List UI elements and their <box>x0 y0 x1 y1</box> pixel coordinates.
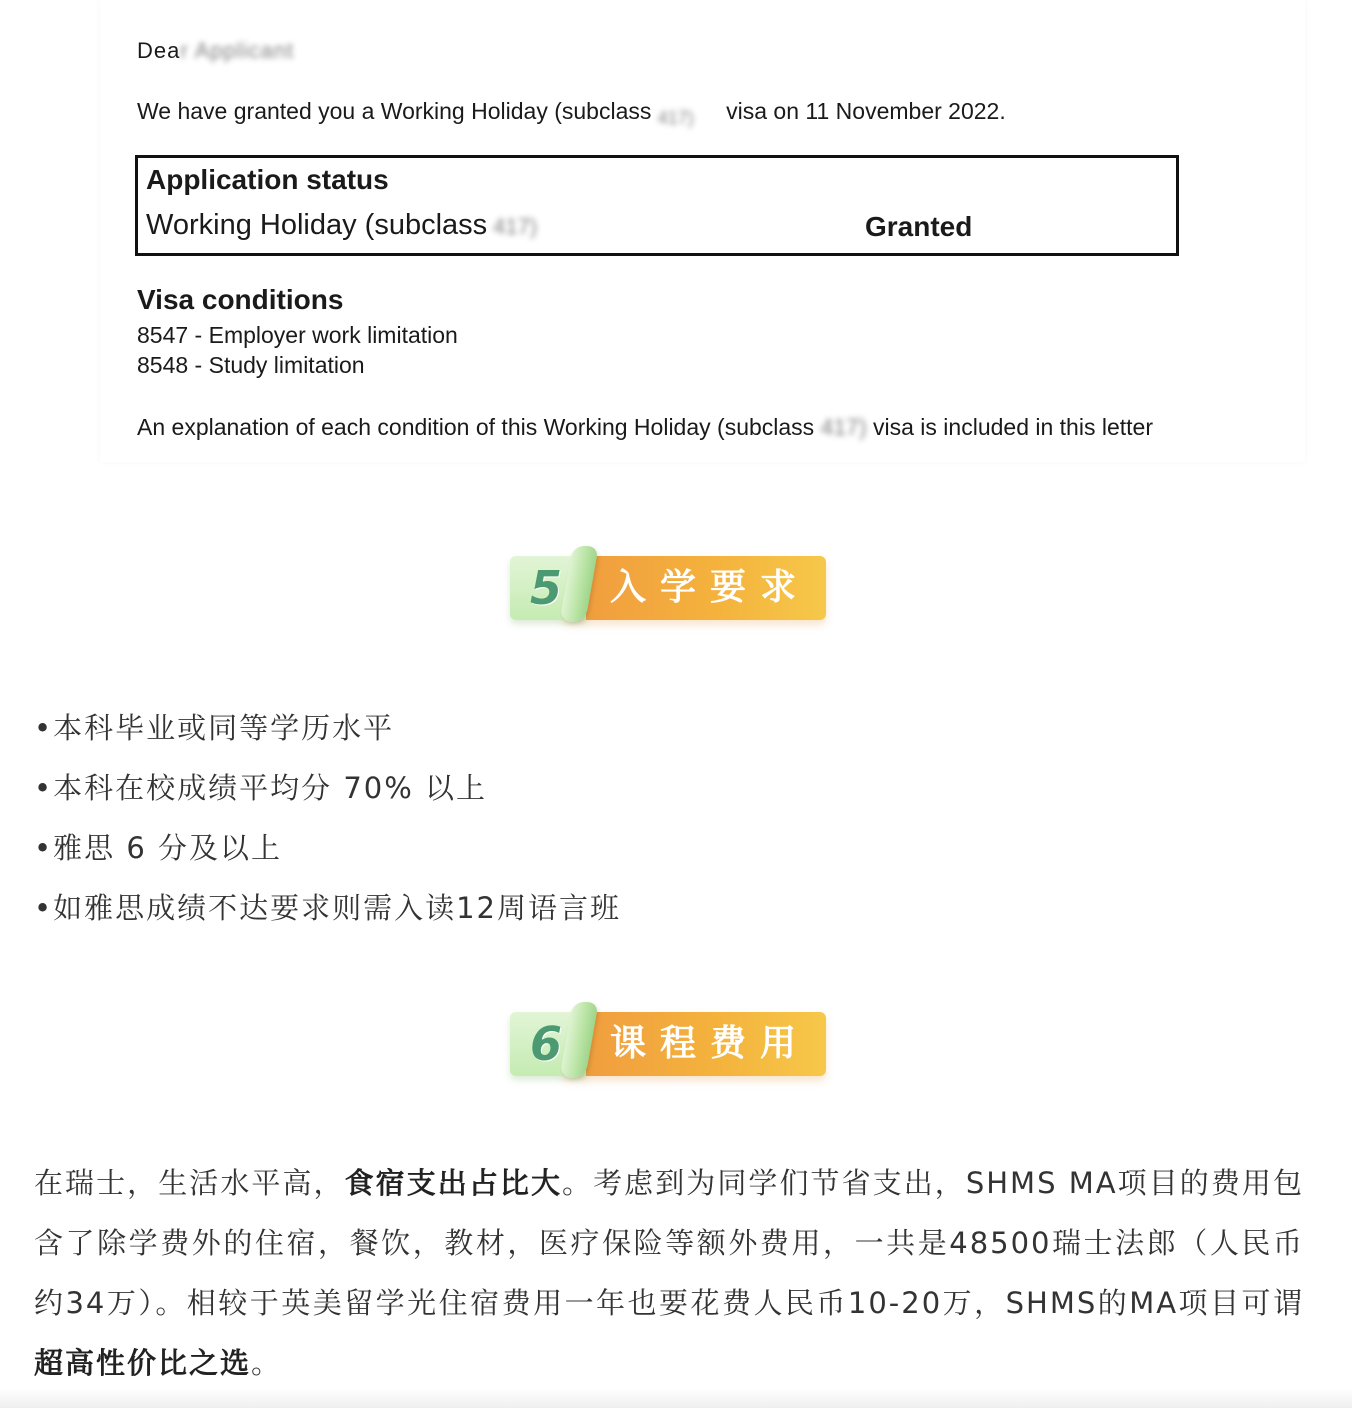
section-title: 课程费用 <box>610 1023 811 1064</box>
explanation-redacted-subclass: 417) <box>820 414 867 440</box>
letter-salutation <box>137 38 294 64</box>
status-redacted-subclass: 417) <box>493 214 538 239</box>
section-number: 5 <box>529 561 562 615</box>
grant-redacted-subclass: 417) <box>657 107 694 128</box>
section-title: 入学要求 <box>610 567 811 608</box>
admission-requirements-list <box>34 702 621 942</box>
fee-highlight-board-lodging: 食宿支出占比大 <box>344 1166 563 1200</box>
application-status-title: Application status <box>146 164 389 195</box>
section-6-badge <box>510 1008 828 1080</box>
explanation-suffix: visa is included in this letter <box>873 414 1153 440</box>
visa-condition-item: 8547 - Employer work limitation <box>137 322 458 348</box>
fee-highlight-value-choice: 超高性价比之选 <box>34 1346 252 1380</box>
section-5-badge <box>510 552 828 624</box>
application-status-box <box>135 155 1179 256</box>
visa-condition-item: 8548 - Study limitation <box>137 352 365 378</box>
section-number: 6 <box>529 1017 562 1071</box>
fee-text-part-3: 。 <box>251 1346 283 1380</box>
list-item: •本科毕业或同等学历水平 <box>34 711 395 745</box>
conditions-explanation <box>137 412 1187 442</box>
application-status-value: Granted <box>865 211 973 242</box>
list-item: •雅思 6 分及以上 <box>34 831 282 865</box>
list-item: •本科在校成绩平均分 70% 以上 <box>34 771 487 805</box>
course-fee-paragraph <box>34 1153 1304 1393</box>
list-item: •如雅思成绩不达要求则需入读12周语言班 <box>34 891 622 925</box>
salutation-text: Dea <box>137 38 181 63</box>
grant-statement-prefix: We have granted you a Working Holiday (subclass <box>137 98 652 124</box>
explanation-prefix: An explanation of each condition of this Working Holiday (subclass <box>137 414 815 440</box>
salutation-redacted: r Applicant <box>180 38 295 63</box>
fee-text-part-1: 在瑞士，生活水平高， <box>34 1166 345 1200</box>
application-status-visa-name <box>146 209 537 242</box>
grant-statement <box>137 98 1006 128</box>
fee-text-part-2: 。考虑到为同学们节省支出，SHMS MA项目的费用包含了除学费外的住宿，餐饮，教材，医疗保险等额外费用，一共是48500瑞士法郎（人民币约34万）。相较于英美留学光住宿费用一年也要花费人民币10-20万，SHMS的MA项目可谓 <box>34 1166 1304 1320</box>
visa-conditions-title: Visa conditions <box>137 284 344 315</box>
grant-statement-redaction <box>657 103 720 128</box>
grant-statement-suffix: visa on 11 November 2022. <box>726 98 1006 124</box>
visa-grant-letter-image <box>100 0 1305 462</box>
bottom-shadow <box>0 1388 1352 1408</box>
status-visa-name-text: Working Holiday (subclass <box>146 209 488 241</box>
